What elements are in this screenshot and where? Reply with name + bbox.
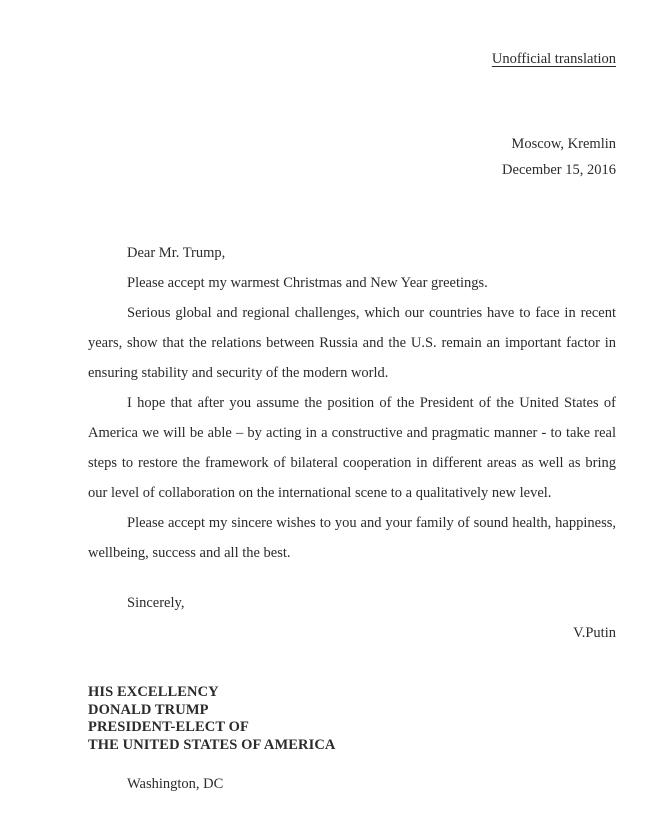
closing-salutation: Sincerely, xyxy=(127,595,185,611)
addressee-city: Washington, DC xyxy=(127,776,224,792)
paragraph-cooperation: I hope that after you assume the position of the President of the United States of America we will be able – by acting in a constructive and pragmatic manner - to take real steps to restore the framework of bilateral cooperation in different areas as well as bring our level of collaboration on the international scene to a qualitatively new level. xyxy=(88,395,616,501)
paragraph-greeting: Please accept my warmest Christmas and New Year greetings. xyxy=(127,275,488,291)
dateline xyxy=(502,131,616,183)
paragraph-wishes: Please accept my sincere wishes to you and your family of sound health, happiness, wellbeing, success and all the best. xyxy=(88,515,616,561)
dateline-date: December 15, 2016 xyxy=(502,162,616,178)
addressee-line-name: DONALD TRUMP xyxy=(88,701,209,718)
signature-name: V.Putin xyxy=(573,625,616,641)
salutation: Dear Mr. Trump, xyxy=(127,245,226,261)
paragraph-challenges: Serious global and regional challenges, which our countries have to face in recent years, show that the relations between Russia and the U.S. remain an important factor in ensuring stability and security of the modern world. xyxy=(88,305,616,381)
dateline-place: Moscow, Kremlin xyxy=(511,136,616,152)
letter-content-column xyxy=(88,0,616,838)
addressee-line-title: PRESIDENT-ELECT OF xyxy=(88,719,249,735)
addressee-line-country: THE UNITED STATES OF AMERICA xyxy=(88,736,336,753)
addressee-block xyxy=(88,684,335,754)
addressee-line-honorific: HIS EXCELLENCY xyxy=(88,684,219,700)
unofficial-translation-note: Unofficial translation xyxy=(491,51,616,67)
letter-body xyxy=(88,238,616,568)
